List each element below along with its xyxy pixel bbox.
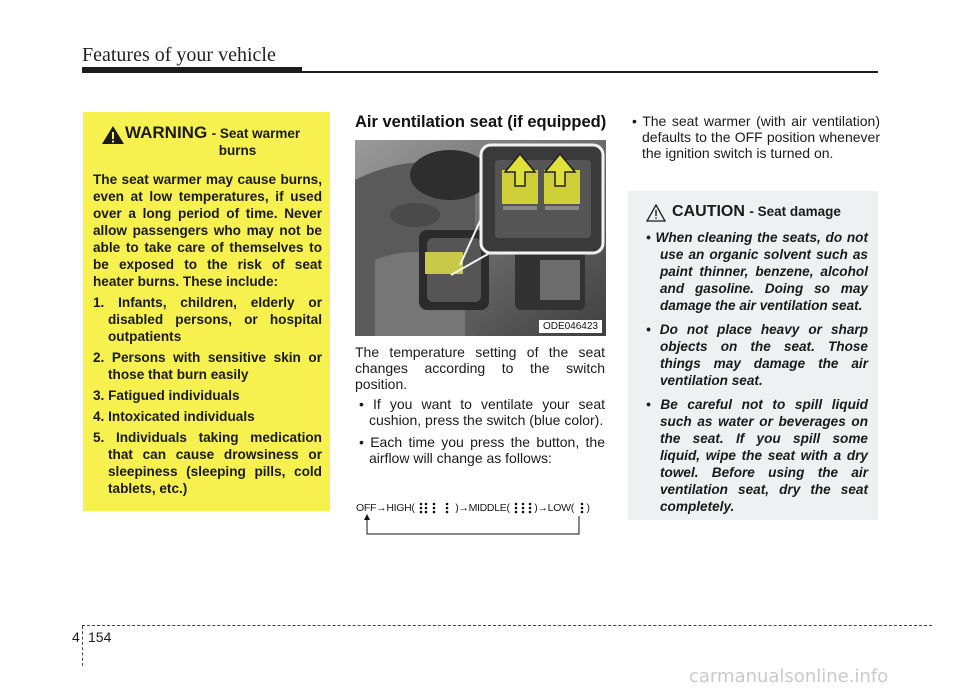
right-bullet: • The seat warmer (with air ventilation) defaults to the OFF position whenever the ignition switch is turned on. <box>632 113 880 161</box>
footer-rule <box>82 625 932 626</box>
body-paragraph: The temperature setting of the seat changes according to the switch position. <box>355 344 605 392</box>
flow-low: )→LOW( <box>534 502 574 514</box>
warning-list <box>93 294 322 497</box>
airflow-return-arrow <box>356 512 596 538</box>
airflow-sequence-text: OFF→HIGH( )→MIDDLE( )→LOW( ) <box>356 502 590 514</box>
body-bullet: • If you want to ventilate your seat cushion, press the switch (blue color). <box>359 396 605 428</box>
body-bullet-list <box>355 396 605 472</box>
warning-label: WARNING <box>125 123 208 142</box>
section-title: Air ventilation seat (if equipped) <box>355 113 607 131</box>
header-rule-thick <box>82 67 302 73</box>
flow-off: OFF <box>356 502 377 514</box>
warning-triangle-icon <box>101 125 125 145</box>
page-number: 154 <box>88 629 112 645</box>
caution-subtitle: - Seat damage <box>749 204 841 219</box>
body-bullet: • Each time you press the button, the airflow will change as follows: <box>359 434 605 466</box>
warning-item: 5. Individuals taking medication that can cause drowsiness or sleepiness (sleeping pills, cold tablets, etc.) <box>93 430 322 496</box>
footer-separator <box>82 626 83 666</box>
chapter-number: 4 <box>72 629 80 645</box>
warning-item: 1. Infants, children, elderly or disabled persons, or hospital outpatients <box>93 295 322 344</box>
caution-box <box>628 191 878 520</box>
airflow-sequence-diagram <box>356 502 608 538</box>
warning-heading <box>93 123 322 165</box>
warning-subtitle-cont: burns <box>218 143 257 158</box>
flow-end: ) <box>586 502 590 514</box>
flow-high: HIGH( <box>386 502 415 514</box>
warning-item: 2. Persons with sensitive skin or those that burn easily <box>93 350 322 382</box>
warning-item: 4. Intoxicated individuals <box>93 409 255 424</box>
caution-label: CAUTION <box>672 203 745 220</box>
warning-intro: The seat warmer may cause burns, even at low temperatures, if used over a long period of time. Never allow passengers who may not be able to take care of themselves to be exposed to the risk of seat heater burns. These include: <box>93 172 322 289</box>
warning-box <box>83 112 330 511</box>
flow-middle: )→MIDDLE( <box>455 502 510 514</box>
header-rule-thin <box>300 71 878 73</box>
watermark: carmanualsonline.info <box>689 666 889 687</box>
caution-list <box>638 229 868 515</box>
caution-item: • Do not place heavy or sharp objects on the seat. Those things may damage the air ventilation seat. <box>646 322 868 388</box>
caution-item: • Be careful not to spill liquid such as water or beverages on the seat. If you spill some liquid, wipe the seat with a dry towel. Before using the air ventilation seat, dry the seat completely. <box>646 397 868 514</box>
console-illustration <box>355 140 606 336</box>
header-title: Features of your vehicle <box>82 44 276 66</box>
ventilation-switch-photo <box>355 140 606 336</box>
warning-subtitle: - Seat warmer <box>211 126 301 141</box>
caution-heading <box>638 203 868 229</box>
caution-triangle-icon <box>646 204 666 222</box>
photo-reference-code: ODE046423 <box>539 320 602 333</box>
warning-item: 3. Fatigued individuals <box>93 388 240 403</box>
caution-item: • When cleaning the seats, do not use an organic solvent such as paint thinner, benzene, alcohol and gasoline. Doing so may damage the air ventilation seat. <box>646 230 868 313</box>
